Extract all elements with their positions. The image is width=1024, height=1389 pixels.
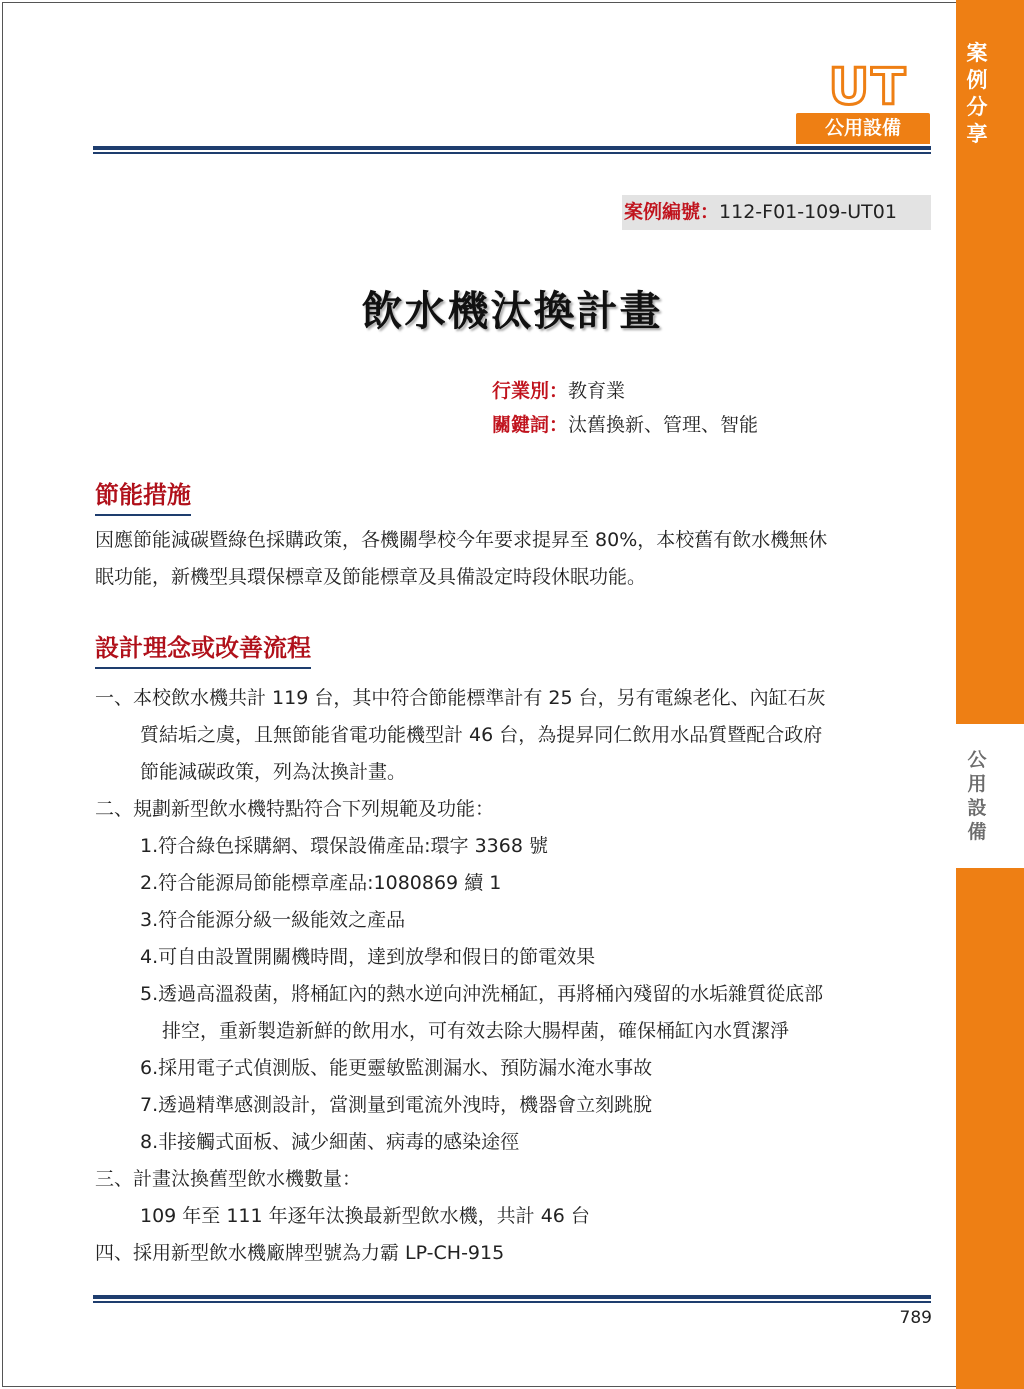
- case-number-label: 案例編號：: [624, 201, 720, 223]
- side-tab-case-sharing: [962, 40, 992, 148]
- list-item-continuation: 109 年至 111 年逐年汰換最新型飲水機，共計 46 台: [140, 1205, 590, 1227]
- header-rule: [93, 146, 931, 154]
- side-tab-category-label: [962, 748, 992, 844]
- side-tab-char: 公: [967, 749, 987, 771]
- keywords-label: 關鍵詞：: [492, 414, 569, 436]
- list-item: 二、規劃新型飲水機特點符合下列規範及功能：: [95, 798, 495, 820]
- industry-row: [492, 376, 625, 403]
- list-item: 四、採用新型飲水機廠牌型號為力霸 LP-CH-915: [95, 1242, 505, 1264]
- logo-category-label: 公用設備: [796, 113, 930, 144]
- list-item: 三、計畫汰換舊型飲水機數量：: [95, 1168, 362, 1190]
- section-heading-energy-measures: 節能措施: [95, 475, 191, 516]
- section-heading-design-process: 設計理念或改善流程: [95, 628, 311, 669]
- keywords-row: [492, 410, 758, 437]
- case-number: [622, 195, 931, 230]
- sub-list-item: 7.透過精準感測設計，當測量到電流外洩時，機器會立刻跳脫: [140, 1094, 653, 1116]
- sub-list-item: 6.採用電子式偵測版、能更靈敏監測漏水、預防漏水淹水事故: [140, 1057, 653, 1079]
- case-number-value: 112-F01-109-UT01: [719, 201, 897, 223]
- side-tab-char: 用: [967, 773, 987, 795]
- side-tab-char: 例: [966, 68, 988, 92]
- ut-logo: [802, 60, 934, 112]
- side-bar: [956, 0, 1024, 1389]
- sub-list-item: 8.非接觸式面板、減少細菌、病毒的感染途徑: [140, 1131, 520, 1153]
- page-title: 飲水機汰換計畫: [361, 287, 663, 335]
- side-tab-char: 分: [966, 95, 988, 119]
- footer-rule: [93, 1295, 931, 1303]
- sub-list-item: 5.透過高溫殺菌，將桶缸內的熱水逆向沖洗桶缸，再將桶內殘留的水垢雜質從底部: [140, 983, 824, 1005]
- sub-list-item: 3.符合能源分級一級能效之產品: [140, 909, 406, 931]
- page-number: 789: [899, 1308, 932, 1328]
- paragraph-line: 因應節能減碳暨綠色採購政策，各機關學校今年要求提昇至 80%，本校舊有飲水機無休: [95, 529, 828, 551]
- paragraph-line: 眠功能，新機型具環保標章及節能標章及具備設定時段休眠功能。: [95, 566, 647, 588]
- sub-list-item: 1.符合綠色採購網、環保設備產品:環字 3368 號: [140, 835, 548, 857]
- side-tab-char: 備: [967, 821, 987, 843]
- list-item-continuation: 節能減碳政策，列為汰換計畫。: [140, 761, 407, 783]
- sub-list-item: 2.符合能源局節能標章產品:1080869 續 1: [140, 872, 502, 894]
- list-item-continuation: 質結垢之虞，且無節能省電功能機型計 46 台，為提昇同仁飲用水品質暨配合政府: [140, 724, 823, 746]
- side-tab-char: 設: [967, 797, 987, 819]
- side-tab-char: 案: [966, 41, 988, 65]
- sub-list-item: 4.可自由設置開關機時間，達到放學和假日的節電效果: [140, 946, 596, 968]
- logo-letters: UT: [828, 60, 908, 112]
- industry-label: 行業別：: [492, 380, 569, 402]
- keywords-value: 汰舊換新、管理、智能: [568, 414, 759, 436]
- side-tab-char: 享: [966, 122, 988, 146]
- industry-value: 教育業: [568, 380, 626, 402]
- sub-list-item-continuation: 排空，重新製造新鮮的飲用水，可有效去除大腸桿菌，確保桶缸內水質潔淨: [162, 1020, 790, 1042]
- list-item: 一、本校飲水機共計 119 台，其中符合節能標準計有 25 台，另有電線老化、內缸石灰: [95, 687, 826, 709]
